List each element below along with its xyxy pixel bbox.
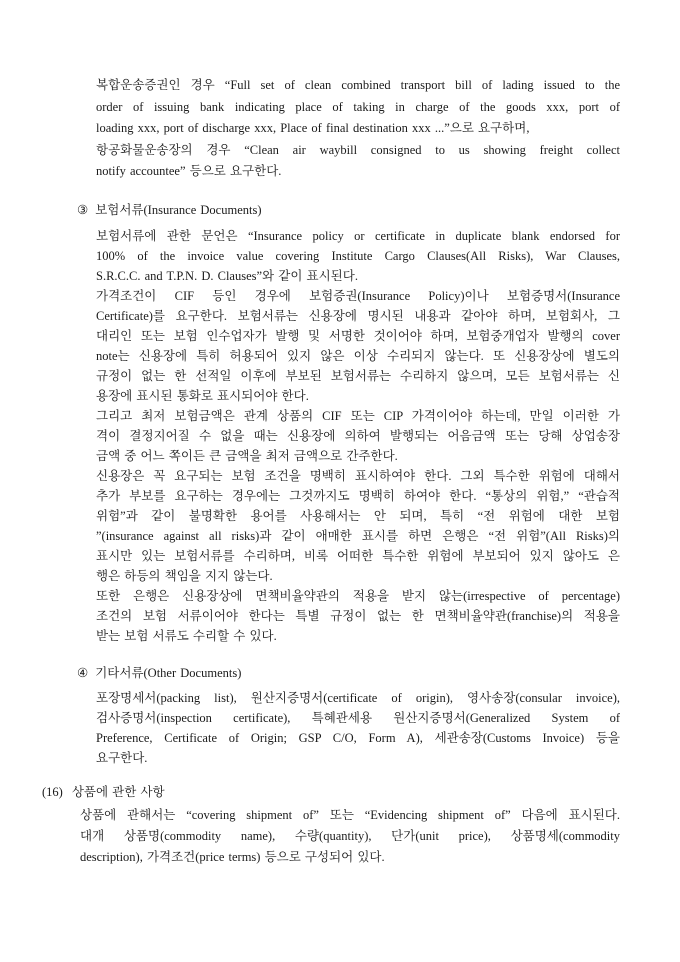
- paragraph: [96, 688, 620, 768]
- section-marker: ④: [77, 666, 89, 680]
- text-line: order of issuing bank indicating place of taking in charge of the goods xxx, port of: [96, 99, 620, 114]
- text-line: 상품에 관해서는 “covering shipment of” 또는 “Evidencing shipment of” 다음에 표시된다.: [80, 808, 620, 822]
- text-line: 금액 중 어느 쪽이든 큰 금액을 최저 금액으로 간주한다.: [96, 449, 398, 463]
- text-line: Certificate)를 요구한다. 보험서류는 신용장에 명시된 내용과 같아야 하며, 보험회사, 그: [96, 309, 620, 323]
- section-title: 상품에 관한 사항: [71, 785, 165, 799]
- paragraph: [96, 226, 620, 646]
- section-heading: [77, 663, 620, 684]
- text-line: 대리인 또는 보험 인수업자가 발행 및 서명한 것이어야 하며, 보험중개업자 발행의 cover: [96, 329, 620, 343]
- text-line: 신용장은 꼭 요구되는 보험 조건을 명백히 표시하여야 한다. 그외 특수한 위험에 대해서: [96, 469, 620, 483]
- text-line: 행은 하등의 책임을 지지 않는다.: [96, 569, 273, 583]
- section-marker: (16): [42, 785, 63, 799]
- text-line: 가격조건이 CIF 등인 경우에 보험증권(Insurance Policy)이나 보험증명서(Insurance: [96, 289, 620, 303]
- text-line: 위험”과 같이 불명확한 용어를 사용해서는 안 되며, 특히 “전 위험에 대한 보험: [96, 509, 620, 523]
- text-line: ”(insurance against all risks)과 같이 애매한 표시를 하면 은행은 “전 위험”(All Risks)의: [96, 529, 620, 543]
- document-body: [42, 75, 620, 868]
- text-line: 용장에 표시된 통화로 표시되어야 한다.: [96, 389, 309, 403]
- text-line: 그리고 최저 보험금액은 관계 상품의 CIF 또는 CIP 가격이어야 하는데, 만일 이러한 가: [96, 409, 620, 423]
- section-title: 보험서류(Insurance Documents): [95, 203, 262, 217]
- text-line: 받는 보험 서류도 수리할 수 있다.: [96, 629, 277, 643]
- text-line: 또한 은행은 신용장상에 면책비율약관의 적용을 받지 않는(irrespective of percentage): [96, 589, 620, 603]
- text-line: 100% of the invoice value covering Institute Cargo Clauses(All Risks), War Clauses,: [96, 249, 620, 263]
- text-line: 항공화물운송장의 경우 “Clean air waybill consigned to us showing freight collect: [96, 142, 620, 157]
- text-line: 조건의 보험 서류이어야 한다는 특별 규정이 없는 한 면책비율약관(franchise)의 적용을: [96, 609, 620, 623]
- text-line: 규정이 없는 한 선적일 이후에 부보된 보험서류는 수리하지 않으며, 모든 보험서류는 신: [96, 369, 620, 383]
- text-line: 보험서류에 관한 문언은 “Insurance policy or certificate in duplicate blank endorsed for: [96, 229, 620, 243]
- text-line: notify accountee” 등으로 요구한다.: [96, 164, 282, 178]
- text-line: note는 신용장에 특히 허용되어 있지 않은 이상 수리되지 않는다. 또 신용장상에 별도의: [96, 349, 620, 363]
- text-line: 검사증명서(inspection certificate), 특혜관세용 원산지증명서(Generalized System of: [96, 711, 620, 725]
- text-line: 복합운송증권인 경우 “Full set of clean combined transport bill of lading issued to the: [96, 78, 620, 92]
- text-line: description), 가격조건(price terms) 등으로 구성되어 있다.: [80, 850, 385, 864]
- section-heading: [77, 200, 620, 221]
- paragraph: [96, 75, 620, 183]
- section-heading: [42, 782, 620, 803]
- text-line: Preference, Certificate of Origin; GSP C/O, Form A), 세관송장(Customs Invoice) 등을: [96, 731, 620, 745]
- text-line: loading xxx, port of discharge xxx, Place of final destination xxx ...”으로 요구하며,: [96, 121, 530, 135]
- section-title: 기타서류(Other Documents): [95, 666, 242, 680]
- text-line: 대개 상품명(commodity name), 수량(quantity), 단가(unit price), 상품명세(commodity: [80, 829, 620, 843]
- paragraph: [80, 805, 620, 868]
- text-line: 표시만 있는 보험서류를 수리하며, 비록 어떠한 특수한 위험에 부보되어 있지 않아도 은: [96, 549, 620, 563]
- text-line: S.R.C.C. and T.P.N. D. Clauses”와 같이 표시된다.: [96, 269, 358, 283]
- text-line: 요구한다.: [96, 751, 148, 765]
- section-marker: ③: [77, 203, 89, 217]
- text-line: 격이 결정지어질 수 없을 때는 신용장에 의하여 발행되는 어음금액 또는 당해 상업송장: [96, 429, 620, 443]
- text-line: 포장명세서(packing list), 원산지증명서(certificate of origin), 영사송장(consular invoice),: [96, 691, 620, 705]
- text-line: 추가 부보를 요구하는 경우에는 그것까지도 명백히 하여야 한다. “통상의 위험,” “관습적: [96, 489, 620, 503]
